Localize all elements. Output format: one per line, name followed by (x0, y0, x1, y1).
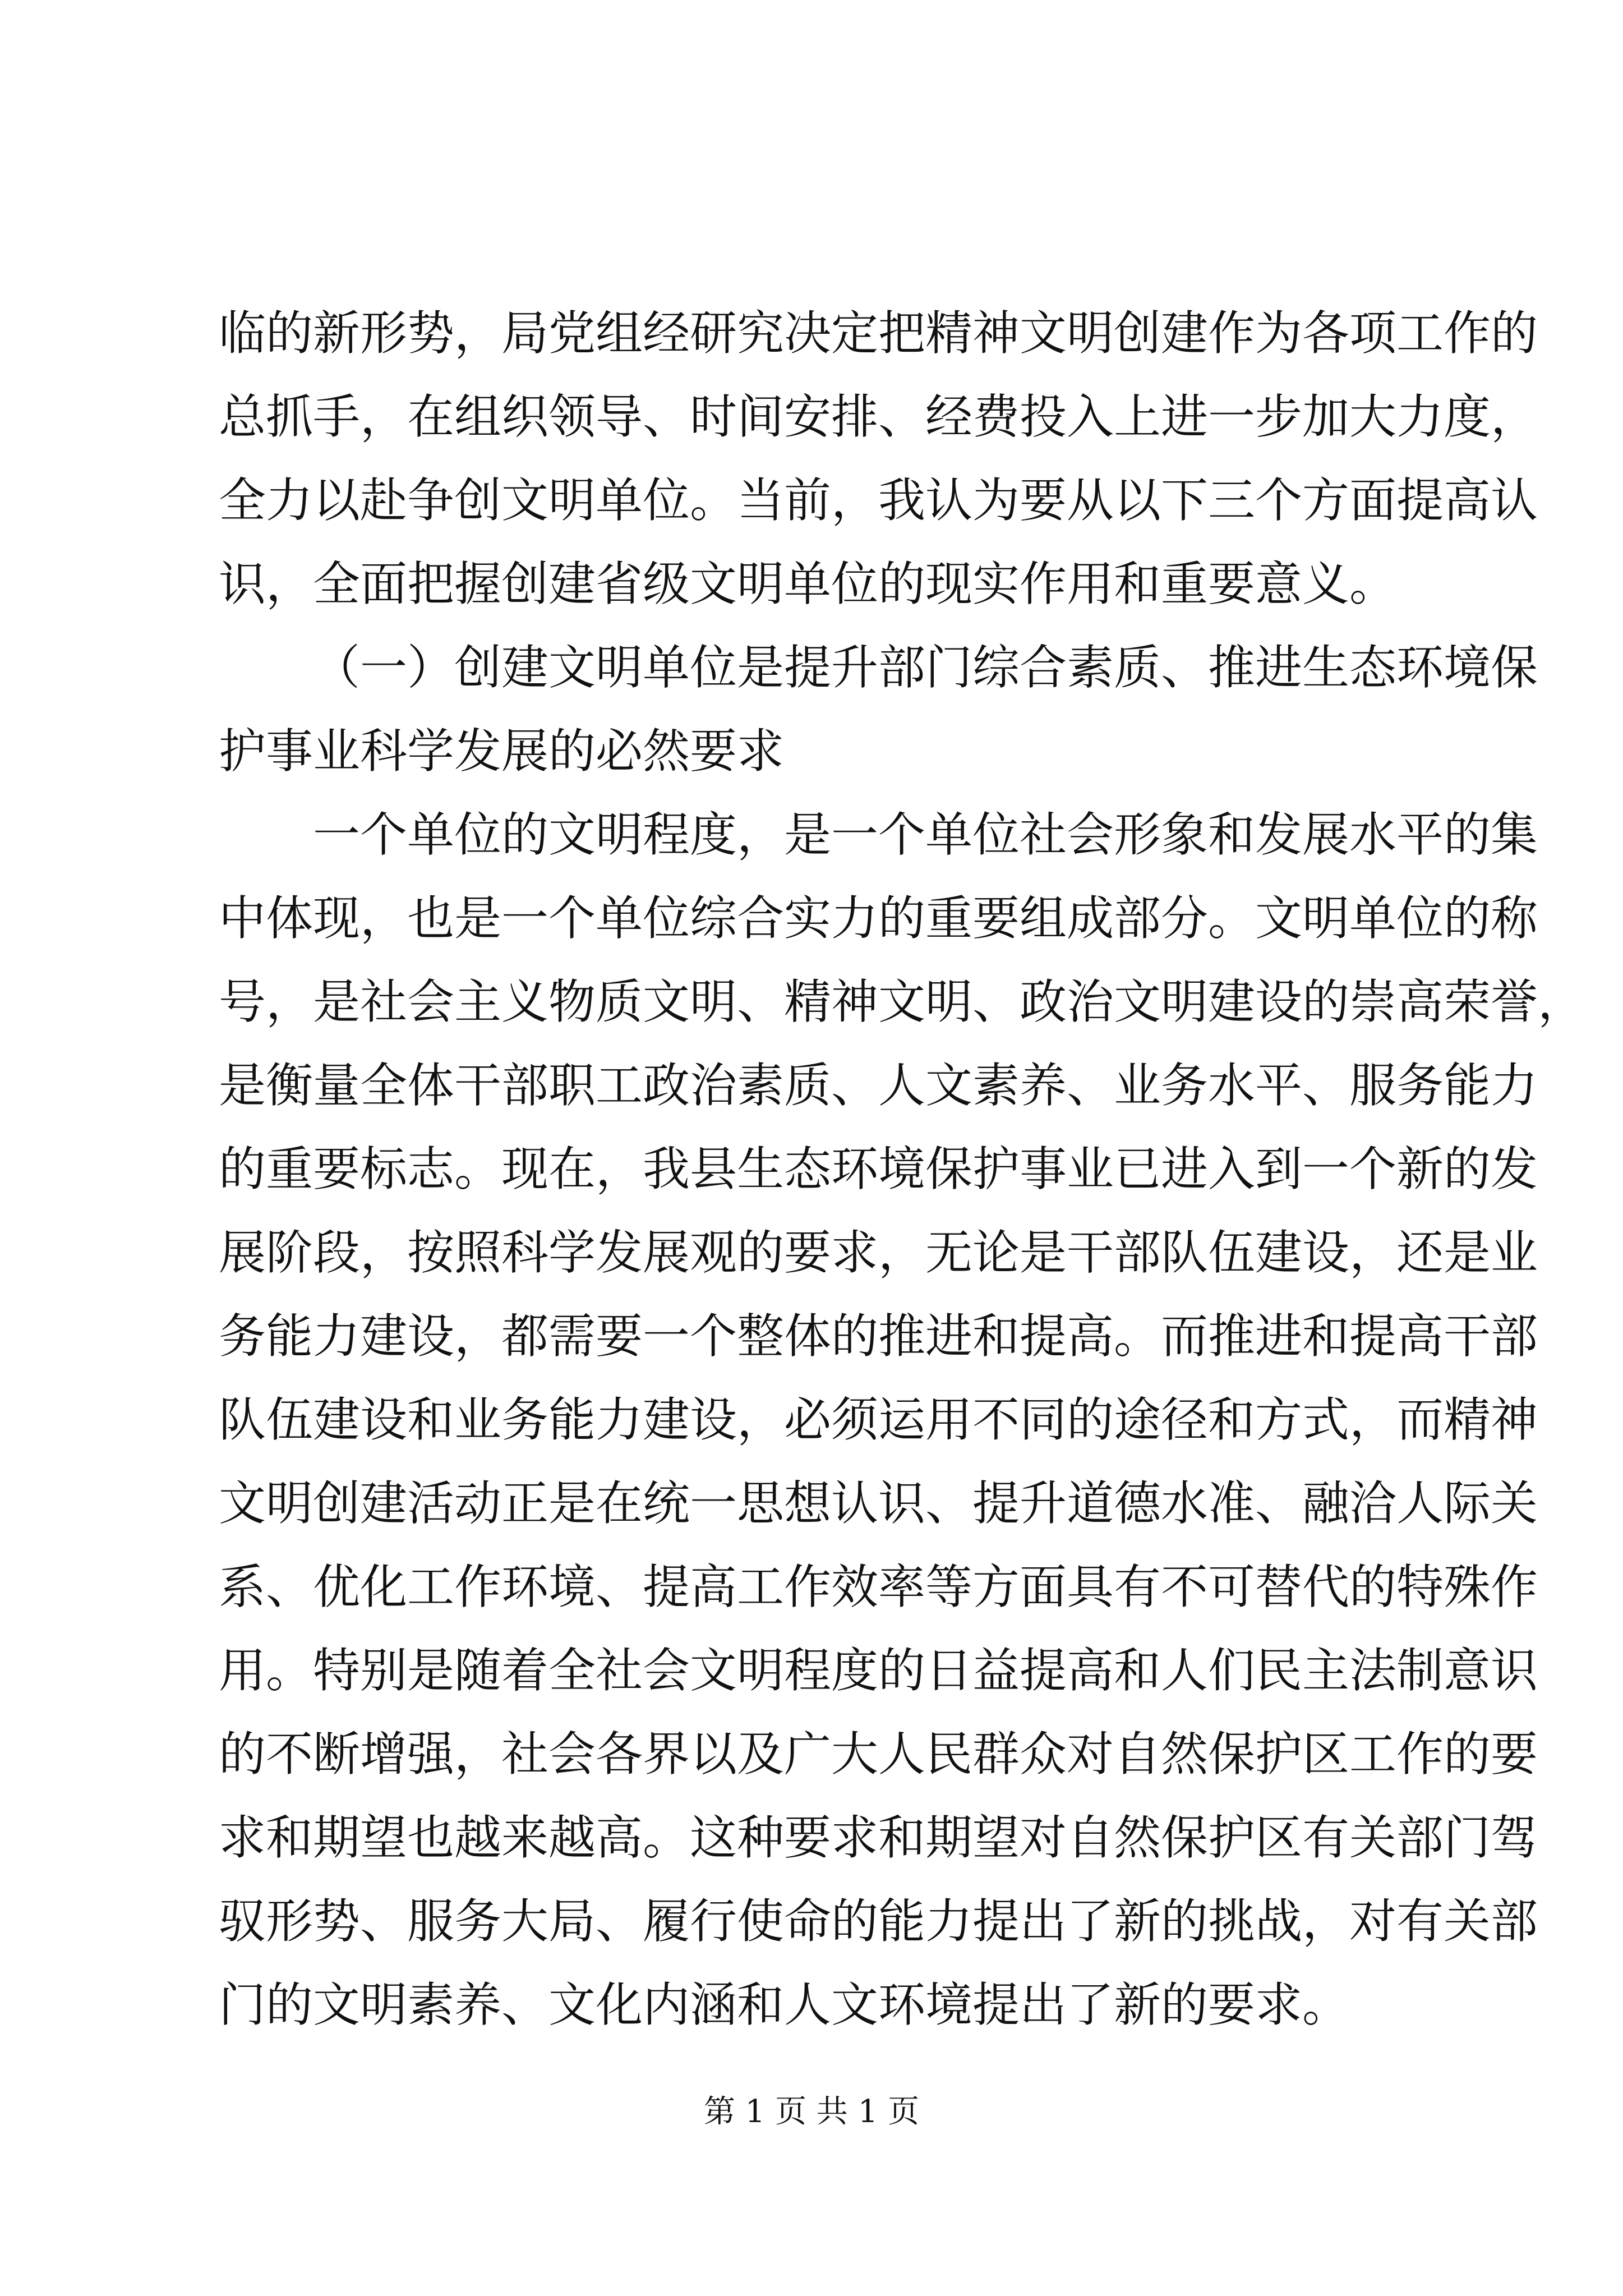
text-line: 求和期望也越来越高。这种要求和期望对自然保护区有关部门驾 (219, 1810, 1538, 1865)
text-line: 临的新形势，局党组经研究决定把精神文明创建作为各项工作的 (219, 306, 1538, 361)
text-line: 全力以赴争创文明单位。当前，我认为要从以下三个方面提高认 (219, 473, 1538, 528)
text-line: 是衡量全体干部职工政治素质、人文素养、业务水平、服务能力 (219, 1058, 1538, 1113)
text-line: 一个单位的文明程度，是一个单位社会形象和发展水平的集 (313, 807, 1538, 862)
text-line: 总抓手，在组织领导、时间安排、经费投入上进一步加大力度， (219, 389, 1538, 444)
text-line: 用。特别是随着全社会文明程度的日益提高和人们民主法制意识 (219, 1643, 1538, 1698)
section-heading-line: 护事业科学发展的必然要求 (219, 724, 785, 779)
text-line: 文明创建活动正是在统一思想认识、提升道德水准、融洽人际关 (219, 1476, 1538, 1531)
text-line: 中体现，也是一个单位综合实力的重要组成部分。文明单位的称 (219, 891, 1538, 946)
text-line: 号，是社会主义物质文明、精神文明、政治文明建设的崇高荣誉， (219, 974, 1585, 1029)
text-line: 队伍建设和业务能力建设，必须运用不同的途径和方式，而精神 (219, 1392, 1538, 1447)
text-line: 识，全面把握创建省级文明单位的现实作用和重要意义。 (219, 556, 1397, 611)
section-heading-line: （一）创建文明单位是提升部门综合素质、推进生态环境保 (313, 640, 1538, 695)
text-line: 门的文明素养、文化内涵和人文环境提出了新的要求。 (219, 1977, 1350, 2032)
text-line: 的重要标志。现在，我县生态环境保护事业已进入到一个新的发 (219, 1142, 1538, 1197)
text-line: 系、优化工作环境、提高工作效率等方面具有不可替代的特殊作 (219, 1559, 1538, 1614)
text-line: 的不断增强，社会各界以及广大人民群众对自然保护区工作的要 (219, 1727, 1538, 1782)
text-line: 展阶段，按照科学发展观的要求，无论是干部队伍建设，还是业 (219, 1225, 1538, 1280)
document-body (219, 292, 1585, 2047)
text-line: 务能力建设，都需要一个整体的推进和提高。而推进和提高干部 (219, 1309, 1538, 1364)
text-line: 驭形势、服务大局、履行使命的能力提出了新的挑战，对有关部 (219, 1894, 1538, 1949)
page-footer: 第 1 页 共 1 页 (703, 2093, 920, 2130)
